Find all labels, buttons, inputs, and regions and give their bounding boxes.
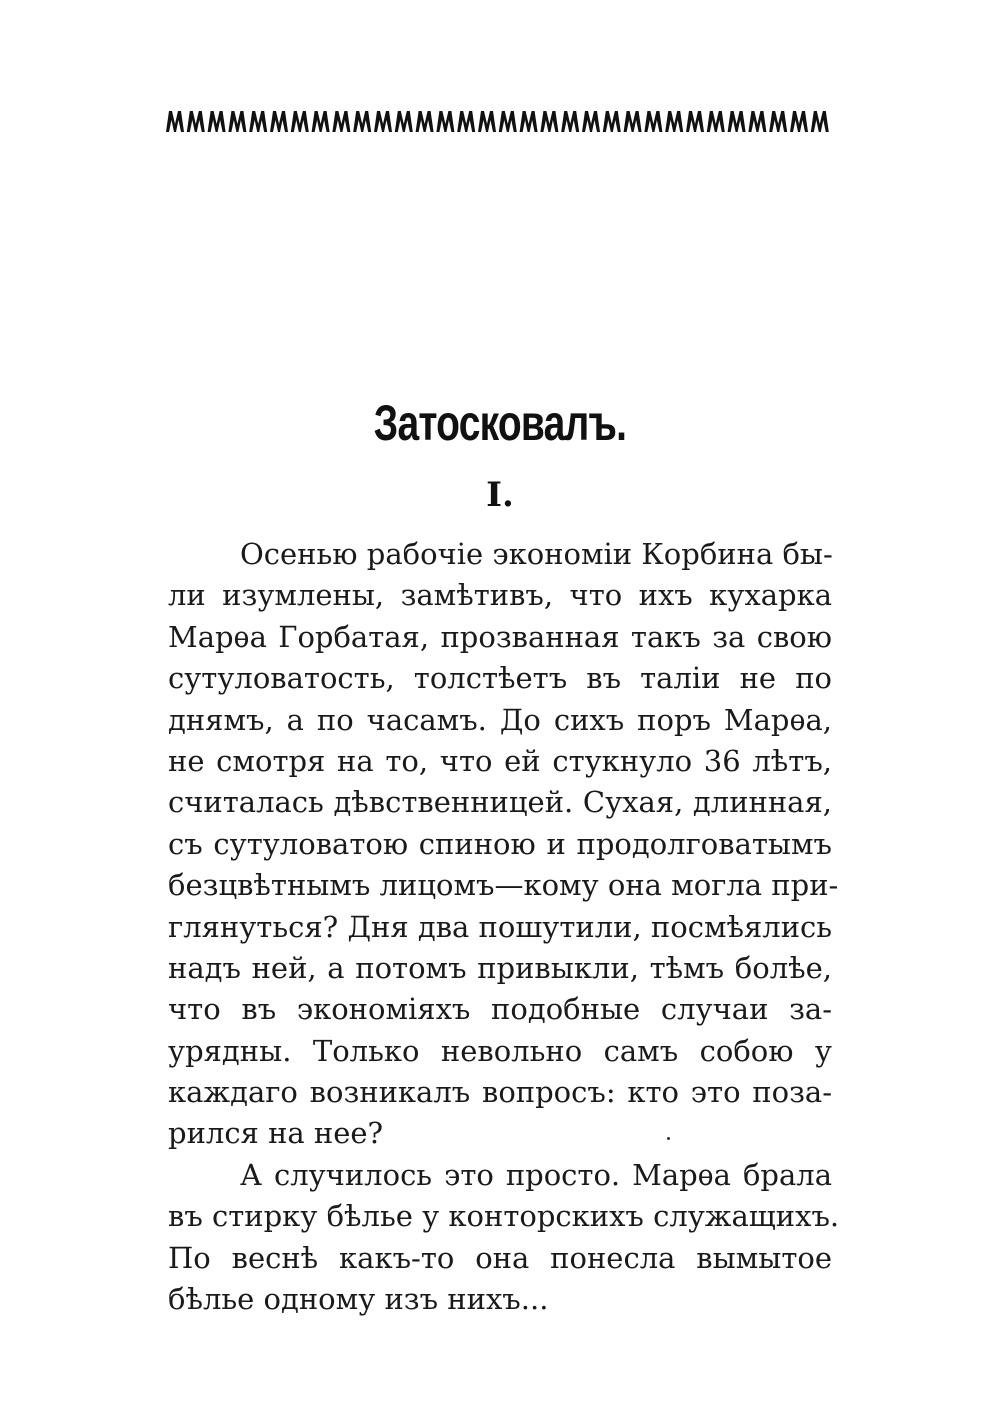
- text-line: Марѳа Горбатая, прозванная такъ за свою: [168, 619, 832, 654]
- paragraph-1: [168, 534, 839, 1155]
- body-text: [168, 534, 840, 1320]
- text-line: каждаго возникалъ вопросъ: кто это поза-: [168, 1075, 832, 1110]
- text-line: По веснѣ какъ-то она понесла вымытое: [168, 1240, 832, 1275]
- text-line: глянуться? Дня два пошутили, посмѣялись: [168, 909, 833, 944]
- text-line: не смотря на то, что ей стукнуло 36 лѣтъ,: [168, 743, 832, 778]
- text-line: Осенью рабочіе экономіи Корбина бы-: [240, 537, 833, 571]
- story-title: Затосковалъ.: [373, 395, 627, 451]
- text-line: ли изумлены, замѣтивъ, что ихъ кухарка: [168, 578, 832, 613]
- paragraph-2: [168, 1155, 840, 1321]
- text-line: надъ ней, а потомъ привыкли, тѣмъ болѣе,: [168, 950, 832, 985]
- text-line: въ стирку бѣлье у конторскихъ служащихъ.: [168, 1199, 840, 1234]
- text-line: безцвѣтнымъ лицомъ—кому она могла при-: [168, 868, 839, 903]
- ink-speck: [667, 1137, 670, 1140]
- text-line: что въ экономіяхъ подобные случаи за-: [168, 992, 832, 1027]
- text-line: А случилось это просто. Марѳа брала: [240, 1157, 832, 1192]
- text-line: урядны. Только невольно самъ собою у: [168, 1033, 832, 1068]
- text-line: бѣлье одному изъ нихъ...: [168, 1282, 549, 1317]
- text-line: съ сутуловатою спиною и продолговатымъ: [168, 826, 832, 861]
- text-line: рился на нее?: [168, 1116, 384, 1151]
- text-line: сутуловатость, толстѣетъ въ таліи не по: [168, 661, 832, 696]
- text-line: днямъ, а по часамъ. До сихъ поръ Марѳа,: [168, 702, 832, 737]
- ornamental-header-band: [164, 108, 832, 134]
- text-line: считалась дѣвственницей. Сухая, длинная,: [168, 785, 832, 820]
- chapter-number: I.: [486, 475, 514, 515]
